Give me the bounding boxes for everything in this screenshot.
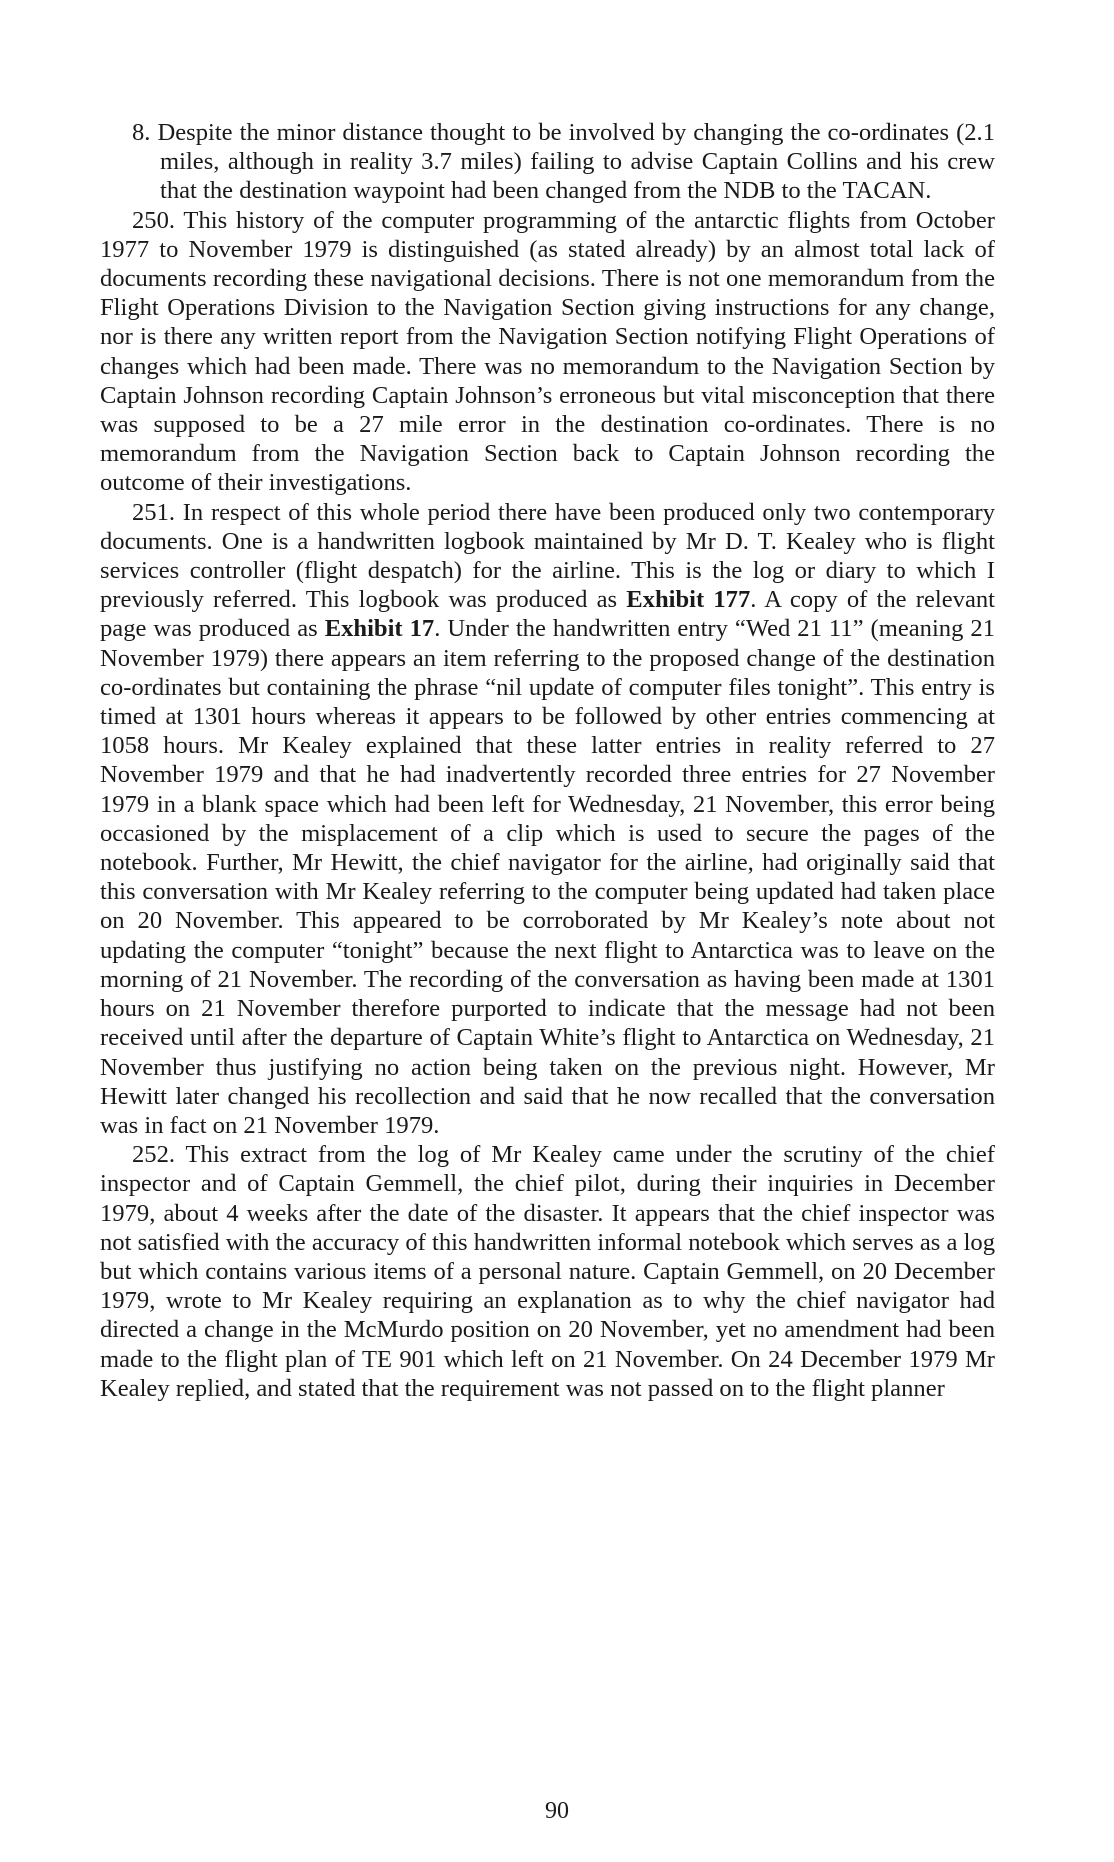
paragraph-text: . A copy of the relevant page was produced as bbox=[100, 586, 995, 643]
paragraph-text: 252. This extract from the log of Mr Kealey came under the scrutiny of the chief inspector and of Captain Gemmell, the chief pilot, during their inquiries in December 1979, about 4 weeks after the date of the disaster. It appears that the chief inspector was not satisfied with the accuracy of this handwritten informal notebook which serves as a log but which contains various items of a personal nature. Captain Gemmell, on 20 December 1979, wrote to Mr Kealey requiring an explanation as to why the chief navigator had directed a change in the McMurdo position on 20 November, yet no amendment had been made to the flight plan of TE 901 which left on 21 November. On 24 December 1979 Mr Kealey replied, and stated that the requirement was not passed on to the flight planner bbox=[100, 1141, 995, 1402]
paragraph-252 bbox=[100, 1140, 995, 1403]
paragraph-text: 8. Despite the minor distance thought to be involved by changing the co-ordinates (2.1 miles, although in reality 3.7 miles) failing to advise Captain Collins and his crew that the destination waypoint had been changed from the NDB to the TACAN. bbox=[132, 119, 995, 205]
paragraph-text: . Under the handwritten entry “Wed 21 11” (meaning 21 November 1979) there appears an item referring to the proposed change of the destination co-ordinates but containing the phrase “nil update of computer files tonight”. This entry is timed at 1301 hours whereas it appears to be followed by other entries commencing at 1058 hours. Mr Kealey explained that these latter entries in reality referred to 27 November 1979 and that he had inadvertently recorded three entries for 27 November 1979 in a blank space which had been left for Wednesday, 21 November, this error being occasioned by the misplacement of a clip which is used to secure the pages of the notebook. Further, Mr Hewitt, the chief navigator for the airline, had originally said that this conversation with Mr Kealey referring to the computer being updated had taken place on 20 November. This appeared to be corroborated by Mr Kealey’s note about not updating the computer “tonight” because the next flight to Antarctica was to leave on the morning of 21 November. The recording of the conversation as having been made at 1301 hours on 21 November therefore purported to indicate that the message had not been received until after the departure of Captain White’s flight to Antarctica on Wednesday, 21 November thus justifying no action being taken on the previous night. However, Mr Hewitt later changed his recollection and said that he now recalled that the conversation was in fact on 21 November 1979. bbox=[100, 615, 995, 1139]
paragraph-text: 250. This history of the computer programming of the antarctic flights from October 1977 to November 1979 is distinguished (as stated already) by an almost total lack of documents recording these navigational decisions. There is not one memorandum from the Flight Operations Division to the Navigation Section giving instructions for any change, nor is there any written report from the Navigation Section notifying Flight Operations of changes which had been made. There was no memorandum to the Navigation Section by Captain Johnson recording Captain Johnson’s erroneous but vital misconception that there was supposed to be a 27 mile error in the destination co-ordinates. There is no memorandum from the Navigation Section back to Captain Johnson recording the outcome of their investigations. bbox=[100, 206, 995, 497]
paragraph-250 bbox=[100, 206, 995, 498]
exhibit-reference: Exhibit 17 bbox=[324, 615, 435, 643]
exhibit-reference: Exhibit 177 bbox=[626, 586, 751, 614]
page-body bbox=[100, 118, 995, 1403]
paragraph-251 bbox=[100, 498, 995, 1140]
page-number: 90 bbox=[545, 1798, 569, 1824]
paragraph-text: 251. In respect of this whole period there have been produced only two contemporary documents. One is a handwritten logbook maintained by Mr D. T. Kealey who is flight services controller (flight despatch) for the airline. This is the log or diary to which I previously referred. This logbook was produced as bbox=[100, 498, 995, 614]
paragraph-item-8 bbox=[132, 118, 995, 206]
